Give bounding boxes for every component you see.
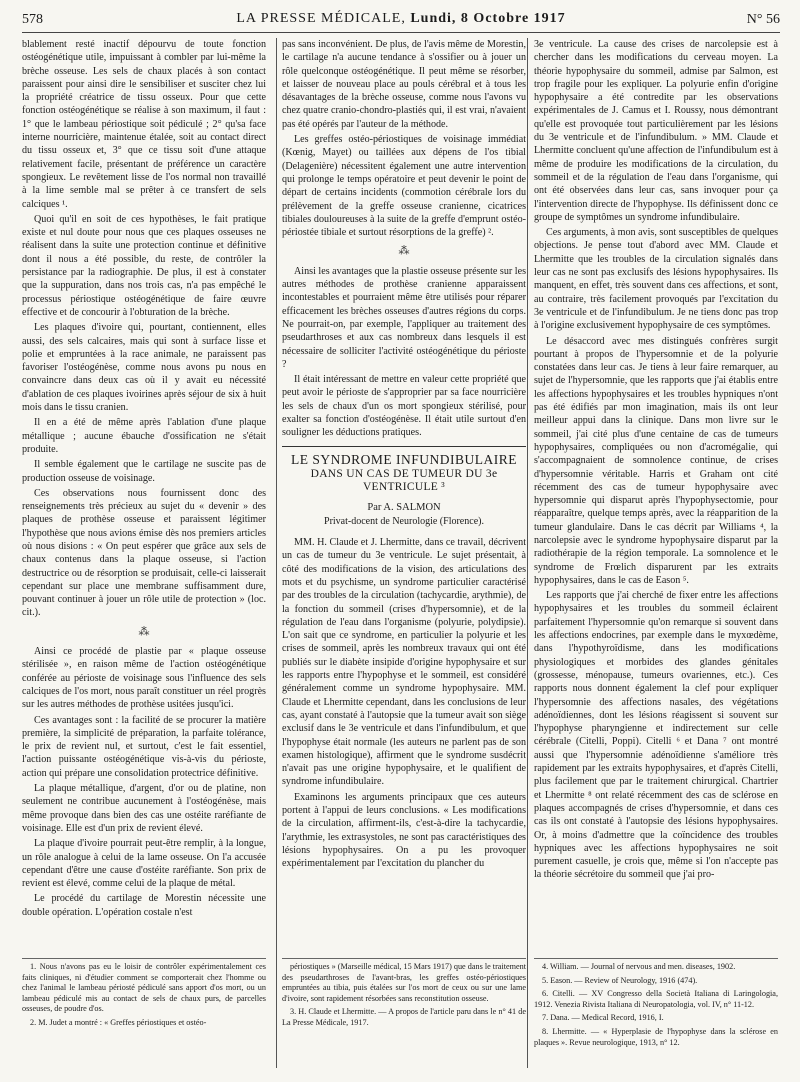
paragraph: Il était intéressant de mettre en valeur cette propriété que peut avoir le périoste de s'approprier par sa face nourricière les sels de chaux d'un os mort spongieux stérilisé, pour exalter sa fonction d'ostéogénèse. Il était utile surtout d'en souligner les déductions pratiques. bbox=[282, 374, 526, 439]
article-author: Par A. SALMON bbox=[367, 501, 441, 513]
column-rule bbox=[276, 38, 277, 1068]
footnote: 4. William. — Journal of nervous and men. diseases, 1902. bbox=[542, 962, 736, 971]
paragraph: Il en a été de même après l'ablation d'une plaque métallique ; aucune ébauche d'ossification ne s'était produite. bbox=[22, 417, 266, 455]
column-1 bbox=[22, 38, 266, 1053]
journal-name: LA PRESSE MÉDICALE, bbox=[236, 11, 411, 26]
author-affiliation: Privat-docent de Neurologie (Florence). bbox=[324, 515, 484, 527]
paragraph: pas sans inconvénient. De plus, de l'avis même de Morestin, le cartilage n'a aucune tendance à s'ossifier ou à jouer un rôle quelconque ostéogénétique. Il peut même se résorber, et laisser de nouveau place au pouls cérébral et à tous les désavantages de la brèche osseuse, comme nous l'avons vu chez quatre cranio-chondro-plastiés qui, il est vrai, n'avaient pas été opérés par l'auteur de la méthode. bbox=[282, 39, 526, 130]
paragraph: Ainsi ce procédé de plastie par « plaque osseuse stérilisée », en raison même de l'action ostéogénétique conférée au périoste de voisinage sous l'influence des sels calciques de l'os mort, nous paraît constituer un réel progrès sur les autres méthodes de prothèse usitées jusqu'ici. bbox=[22, 646, 266, 711]
paragraph: Le procédé du cartilage de Morestin nécessite une double opération. L'opération costale n'est bbox=[22, 893, 266, 918]
paragraph: Le désaccord avec mes distingués confrères surgit pourtant à propos de l'hypersomnie et de la polyurie constatées dans leur cas. Je tiens à leur faire remarquer, au sujet de l'hypersomnie, que les rapports que j'ai établis entre les affections hypophysaires et les troubles hypniques n'ont pas été édifiés par mon imagination, mais ils ont leur meilleur appui dans la clinique. Dans mon livre sur le sommeil, j'ai cité plus d'une centaine de cas de tumeurs hypophysaires, compliquées ou non d'acromégalie, qui s'accompagnaient de somnolence continue, de crises d'hypersomnie véritable. Harris et Graham ont cité récemment des cas de tumeur hypophysaire avec hypersomnie qui disparut après l'hypophysectomie, pour réapparaître, quelque temps après, avec la réapparition de la tumeur glandulaire. Dans le cas décrit par Williams ⁴, la narcolepsie avec le syndrome hypophysaire disparut par la radiothérapie de la région temporale. La somnolence et le syndrome de Frœlich disparurent par les extraits hypophysaires, dans le cas de Eason ⁵. bbox=[534, 335, 778, 586]
footnote: périostiques » (Marseille médical, 15 Mars 1917) que dans le traitement des pseudarthroses de l'avant-bras, les greffes ostéo-périostiques empruntées au tibia, puis étalées sur l'os mort de ceux ou sur une lame d'ivoire, sont rapidement résorbées sans reconstitution osseuse. bbox=[282, 962, 526, 1003]
footnote: 5. Eason. — Review of Neurology, 1916 (474). bbox=[542, 975, 698, 985]
footnotes-column-2 bbox=[282, 958, 526, 1032]
footnote: 1. Nous n'avons pas eu le loisir de contrôler expérimentalement ces faits cliniques, ni d'étudier comment se comporterait chez l'homme ou chez l'animal le lambeau périosté pédiculé sans apport d'os mort, ou un lambeau pédiculé mis au contact de sels de chaux purs, de parcelles osseuses, de poudre d'os. bbox=[22, 962, 266, 1014]
article-title: LE SYNDROME INFUNDIBULAIRE bbox=[291, 451, 517, 467]
column-2 bbox=[282, 38, 526, 1053]
paragraph: blablement resté inactif dépourvu de toute fonction ostéogénétique utile, impuissant à combler par lui-même la brèche osseuse. Les sels de chaux placés à son contact paraissent pour ainsi dire le sensibiliser et susciter chez lui la propriété créatrice de tissu osseux. Pour que cette fonction ostéogénétique se réalise à son maximum, il faut : 1° que le lambeau périostique soit pédiculé ; 2° qu'sa face interne nourricière, maintenue étalée, soit au contact direct du tissu osseux et, 3° que ce tissu soit d'une attaque relativement facile, présentant de préférence un caractère spongieux. Le revêtement lisse de l'os normal non travaillé à la lime semble mal se prêter à ce transfert de sels calciques ¹. bbox=[22, 39, 266, 210]
section-separator: ⁂ bbox=[398, 245, 410, 258]
footnote: 7. Dana. — Medical Record, 1916, I. bbox=[542, 1013, 664, 1023]
paragraph: MM. H. Claude et J. Lhermitte, dans ce travail, décrivent un cas de tumeur du 3e ventricule. Le sujet présentait, à côté des modifications de la vision, des articulations des mots et du psychisme, un syndrome particulier caractérisé par des troubles de la circulation (tachycardie, arythmie), de la fonction du sommeil (crises d'hypersomnie), et de la régulation de l'eau dans l'organisme (polyurie, polydipsie). L'on sait que ce syndrome, en particulier la polyurie et les crises de sommeil, après les nombreux travaux qui ont été publiés sur le diabète insipide d'origine hypophysaire et sur les rapports entre l'hypophyse et le sommeil, est considéré généralement comme un syndrome hypophysaire. MM. Claude et Lhermitte cependant, dans les conclusions de leur cas, ayant constaté à l'autopsie que la tumeur avait son siège exclusif dans le 3e ventricule et dans l'infundibulum, et que l'hypophyse était normale (les auteurs ne parlent pas de son examen histologique), affirment que le syndrome susdécrit n'avait pas une origine hypophysaire, et le qualifient de syndrome infundibulaire. bbox=[282, 537, 526, 788]
page-number: 578 bbox=[22, 12, 43, 27]
article-subtitle: DANS UN CAS DE TUMEUR DU 3e VENTRICULE ³ bbox=[310, 467, 498, 494]
paragraph: Ces avantages sont : la facilité de se procurer la matière première, la simplicité de préparation, la parfaite tolérance, le prix de revient nul, et surtout, c'est le fait essentiel, l'action puissante ostéogénétique vis-à-vis du périoste, action qui prépare une consolidation protectrice définitive. bbox=[22, 714, 266, 779]
paragraph: Les plaques d'ivoire qui, pourtant, contiennent, elles aussi, des sels calcaires, mais qui sont à surface lisse et polie et empruntées à la race animale, ne paraissent pas favoriser l'ostéogénèse, comme nous avons pu nous en convaincre dans deux cas où il y avait eu nécessité d'ablation de ces plaques ivoirines après séjour de six à huit mois dans le tissu cranien. bbox=[22, 322, 266, 414]
paragraph: Les rapports que j'ai cherché de fixer entre les affections hypophysaires et les troubles du sommeil éclairent parfaitement l'hypersomnie qu'on remarque si souvent dans les affections endocrines, par exemple dans le myxœdème, dans l'hypothyroïdisme, dans les modifications physiologiques et morbides des glandes génitales (grossesse, ménopause, tumeurs ovariennes, etc.). Ces rapports nous donnent également la clef pour expliquer l'hypersomnie des affections nasales, des végétations adénoïdiennes, dont les lésions réagissent si souvent sur l'hypophyse pharyngienne et indirectement sur celle cérébrale (Citelli, Poppi). Citelli ⁶ et Dana ⁷ ont montré aussi que l'hypersomnie adénoïdienne s'améliore très rapidement par les extraits hypophysaires, et d'après Citelli, plus facilement que par le traitement chirurgical. Chartrier et Lhermitte ⁸ ont relaté récemment des cas de sclérose en plaques accompagnés de crises d'hypersomnie, et dans ces cas ils ont constaté à l'autopsie des lésions hypophysaires. Or, à moins d'admettre que la coïncidence des troubles hypniques avec les affections hypophysaires ne soit purement casuelle, je crois que, même si l'on n'accepte pas la théorie sécrétoire du sommeil que j'ai pro- bbox=[534, 590, 778, 881]
footnote: 6. Citelli. — XV Congresso della Società Italiana di Laringologia, 1912. Venezia Rivista Italiana di Neuropatologia, vol. IV, n° 11-12. bbox=[534, 989, 778, 1009]
footnote: 2. M. Judet a montré : « Greffes périostiques et ostéo- bbox=[30, 1017, 207, 1027]
paragraph: La plaque métallique, d'argent, d'or ou de platine, non seulement ne contribue aucunement à l'ostéogénèse, mais même provoque dans bien des cas une ostéite raréfiante de voisinage. Elle est d'un prix de revient élevé. bbox=[22, 783, 266, 834]
running-title bbox=[22, 11, 780, 27]
paragraph: 3e ventricule. La cause des crises de narcolepsie est à chercher dans les modifications du cerveau moyen. La théorie hypophysaire du sommeil, admise par Salmon, est trop fragile pour les expliquer. La polyurie enfin d'origine hypophysaire a été contredite par les observations expérimentales de J. Camus et I. Roussy, nous démontrant qu'elle est provoquée tout particulièrement par les lésions du 3e ventricule et de l'infundibulum. » MM. Claude et Lhermitte concluent qu'une affection de l'infundibulum est à même de produire les modifications de la circulation, du sommeil et de la régulation de l'eau dans l'organisme, qui ont été observées dans leur cas, sans invoquer pour ça l'intervention directe de l'hypophyse. Ils définissent donc ce groupe de symptômes un syndrome infundibulaire. bbox=[534, 39, 778, 223]
issue-number: N° 56 bbox=[746, 12, 780, 27]
paragraph: La plaque d'ivoire pourrait peut-être remplir, à la longue, un rôle analogue à celui de la lame osseuse. On l'a accusée cependant d'être une cause d'ostéite raréfiante. Son prix de revient est élevé, comme celui de la plaque de métal. bbox=[22, 838, 266, 890]
footnote: 8. Lhermitte. — « Hyperplasie de l'hypophyse dans la sclérose en plaques ». Revue neurologique, 1913, n° 12. bbox=[534, 1026, 778, 1047]
paragraph: Examinons les arguments principaux que ces auteurs portent à l'appui de leurs conclusions. « Les modifications de la circulation, affirment-ils, c'est-à-dire la tachycardie, l'arythmie, les extrasystoles, ne sont pas caractéristiques des lésions hypophysaires. On a pu les provoquer expérimentalement par l'excitation du plancher du bbox=[282, 791, 526, 870]
column-3 bbox=[534, 38, 778, 1053]
paragraph: Ces arguments, à mon avis, sont susceptibles de quelques objections. Je pense tout d'abord avec MM. Claude et Lhermitte que les troubles de la circulation signalés dans leur cas ne sont pas exclusifs des lésions hypophysaires. Ils manquent, en effet, très souvent dans ces affections, et sont, au contraire, très facilement provoqués par l'excitation du 3e ventricule et de l'infundibulum. Je ne tiens donc pas trop à l'origine exclusivement hypophysaire de ces symptômes. bbox=[534, 227, 778, 332]
paragraph: Quoi qu'il en soit de ces hypothèses, le fait pratique existe et nul doute pour nous que ces plaques osseuses ne réalisent dans la suite une protection continue et définitive dont il nous a été possible, du reste, de contrôler la persistance par la radiographie. De plus, il est à constater que la suppuration, dans nos trois cas, n'a pas empêché le processus périostique ostéogénétique de faire œuvre effective et de concourir à l'obturation de la brèche. bbox=[22, 213, 266, 318]
paragraph: Il semble également que le cartilage ne suscite pas de production osseuse de voisinage. bbox=[22, 459, 266, 484]
issue-date: Lundi, 8 Octobre 1917 bbox=[410, 11, 566, 26]
footnote: 3. H. Claude et Lhermitte. — A propos de l'article paru dans le n° 41 de La Presse Médicale, 1917. bbox=[282, 1007, 526, 1027]
paragraph: Les greffes ostéo-périostiques de voisinage immédiat (Kœnig, Mayet) ou taillées aux dépens de l'os tibial (Delagenière) nécessitent également une autre intervention qui prolonge le temps opératoire et peut devenir le point de départ de certains incidents (commotion cérébrale lors du prélèvement de la greffe osseuse cranienne, cicatrices tibiales douloureuses à la suite de la greffe d'emprunt ostéo-périostée tibiale et surtout résorptions de la greffe) ². bbox=[282, 134, 526, 239]
footnotes-column-1 bbox=[22, 958, 266, 1032]
page-header bbox=[22, 10, 780, 33]
section-separator: ⁂ bbox=[138, 625, 150, 638]
article-heading bbox=[282, 446, 526, 528]
paragraph: Ces observations nous fournissent donc des renseignements très précieux au sujet du « devenir » des plaques de prothèse osseuse et paraissent légitimer l'hypothèse que nous avions émise dès nos premiers articles où nous disions : « On peut espérer que grâce aux sels de chaux contenus dans la plaque osseuse, si l'action destructrice ou de résorption se produisait, celle-ci laisserait cependant sur place une membrane suffisamment dure, pouvant continuer à jouer un rôle utile de protection » (loc. cit.). bbox=[22, 487, 266, 619]
column-rule bbox=[527, 38, 528, 1068]
footnotes-column-3 bbox=[534, 958, 778, 1051]
paragraph: Ainsi les avantages que la plastie osseuse présente sur les autres méthodes de prothèse cranienne apparaissent incontestables et pourraient même être utilisés pour réparer efficacement les brèches osseuses d'autres régions du corps. Ne pourrait-on, par exemple, l'appliquer au traitement des pseudarthroses et aux cas nombreux dans lesquels il est nécessaire de solliciter l'activité ostéogénétique du périoste ? bbox=[282, 265, 526, 370]
